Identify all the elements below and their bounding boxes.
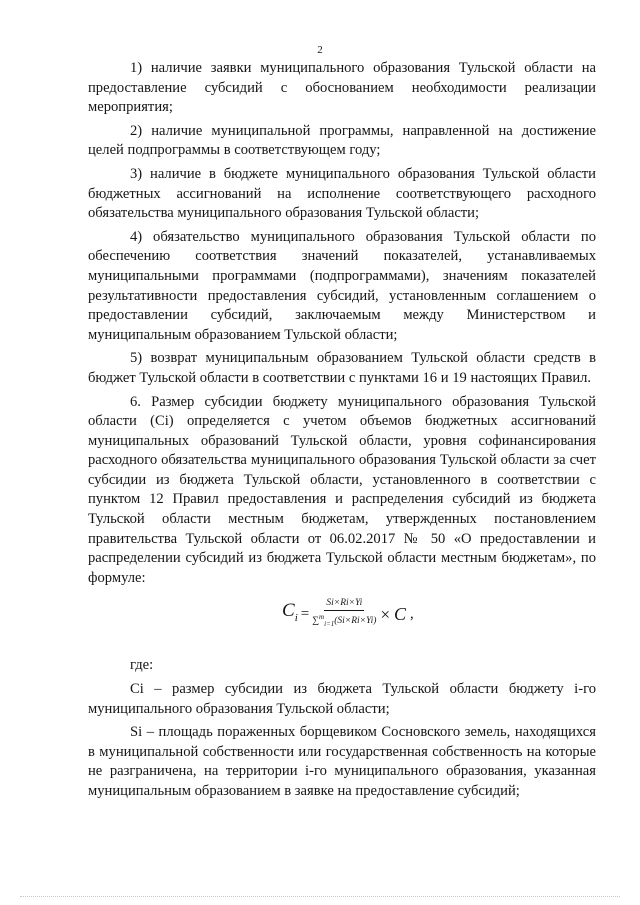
where-label: где: — [130, 657, 154, 674]
subsidy-formula — [282, 598, 414, 630]
formula-block — [88, 592, 596, 656]
formula-denominator: ∑$^m_{i=1}$(Si×Ri×Yi) — [312, 613, 377, 629]
formula-times: × — [380, 604, 391, 624]
page-number: 2 — [317, 44, 323, 56]
definition-si: Si – площадь пораженных борщевиком Сосновского земель, находящихся в муниципальной собственности или государственная собственность на которые не разграничена, на территории i-го муниципального образования, указанная муниципальным образованием в заявке на предоставление субсидий; — [88, 724, 596, 799]
paragraph-condition-1: 1) наличие заявки муниципального образования Тульской области на предоставление субсидий с обоснованием необходимости реализации мероприятия; — [88, 60, 596, 116]
formula-rhs: C — [394, 603, 407, 624]
formula-equals: = — [300, 605, 310, 622]
formula-numerator: Si×Ri×Yi — [324, 598, 364, 611]
paragraph-condition-4: 4) обязательство муниципального образования Тульской области по обеспечению соответствия значений показателей, устанавливаемых муниципальными программами (подпрограммами), значениям показателей результативности предоставления субсидий, установленным соглашением о предоставлении субсидий, заключаемым между Министерством и муниципальным образованием Тульской области; — [88, 228, 596, 343]
formula-tail: , — [410, 605, 414, 622]
definition-ci: Ci – размер субсидии из бюджета Тульской области бюджету i-го муниципального образования Тульской области; — [88, 681, 596, 717]
formula-lhs: $C_i$ — [282, 599, 298, 624]
paragraph-condition-3: 3) наличие в бюджете муниципального образования Тульской области бюджетных ассигнований на исполнение соответствующего расходного обязательства муниципального образования Тульской области; — [88, 165, 596, 222]
paragraph-condition-2: 2) наличие муниципальной программы, направленной на достижение целей подпрограммы в соответствующем году; — [88, 122, 596, 159]
scan-edge-dots — [20, 894, 620, 897]
paragraph-subsidy-size: 6. Размер субсидии бюджету муниципального образования Тульской области (Ci) определяется с учетом объемов бюджетных ассигнований муниципальных образований Тульской области, уровня софинансирования расходного обязательства муниципального образования Тульской области за счет субсидии из бюджета Тульской области, установленного в соответствии с пунктом 12 Правил предоставления и распределения субсидий из бюджета Тульской области местным бюджетам, утвержденных постановлением правительства Тульской области от 06.02.2017 № 50 «О предоставлении и распределении субсидий из бюджета Тульской области местным бюджетам», по формуле: — [88, 393, 596, 586]
document-body — [88, 59, 596, 806]
paragraph-condition-5: 5) возврат муниципальным образованием Тульской области средств в бюджет Тульской области в соответствии с пунктами 16 и 19 настоящих Правил. — [88, 350, 596, 386]
formula-fraction — [312, 598, 376, 630]
